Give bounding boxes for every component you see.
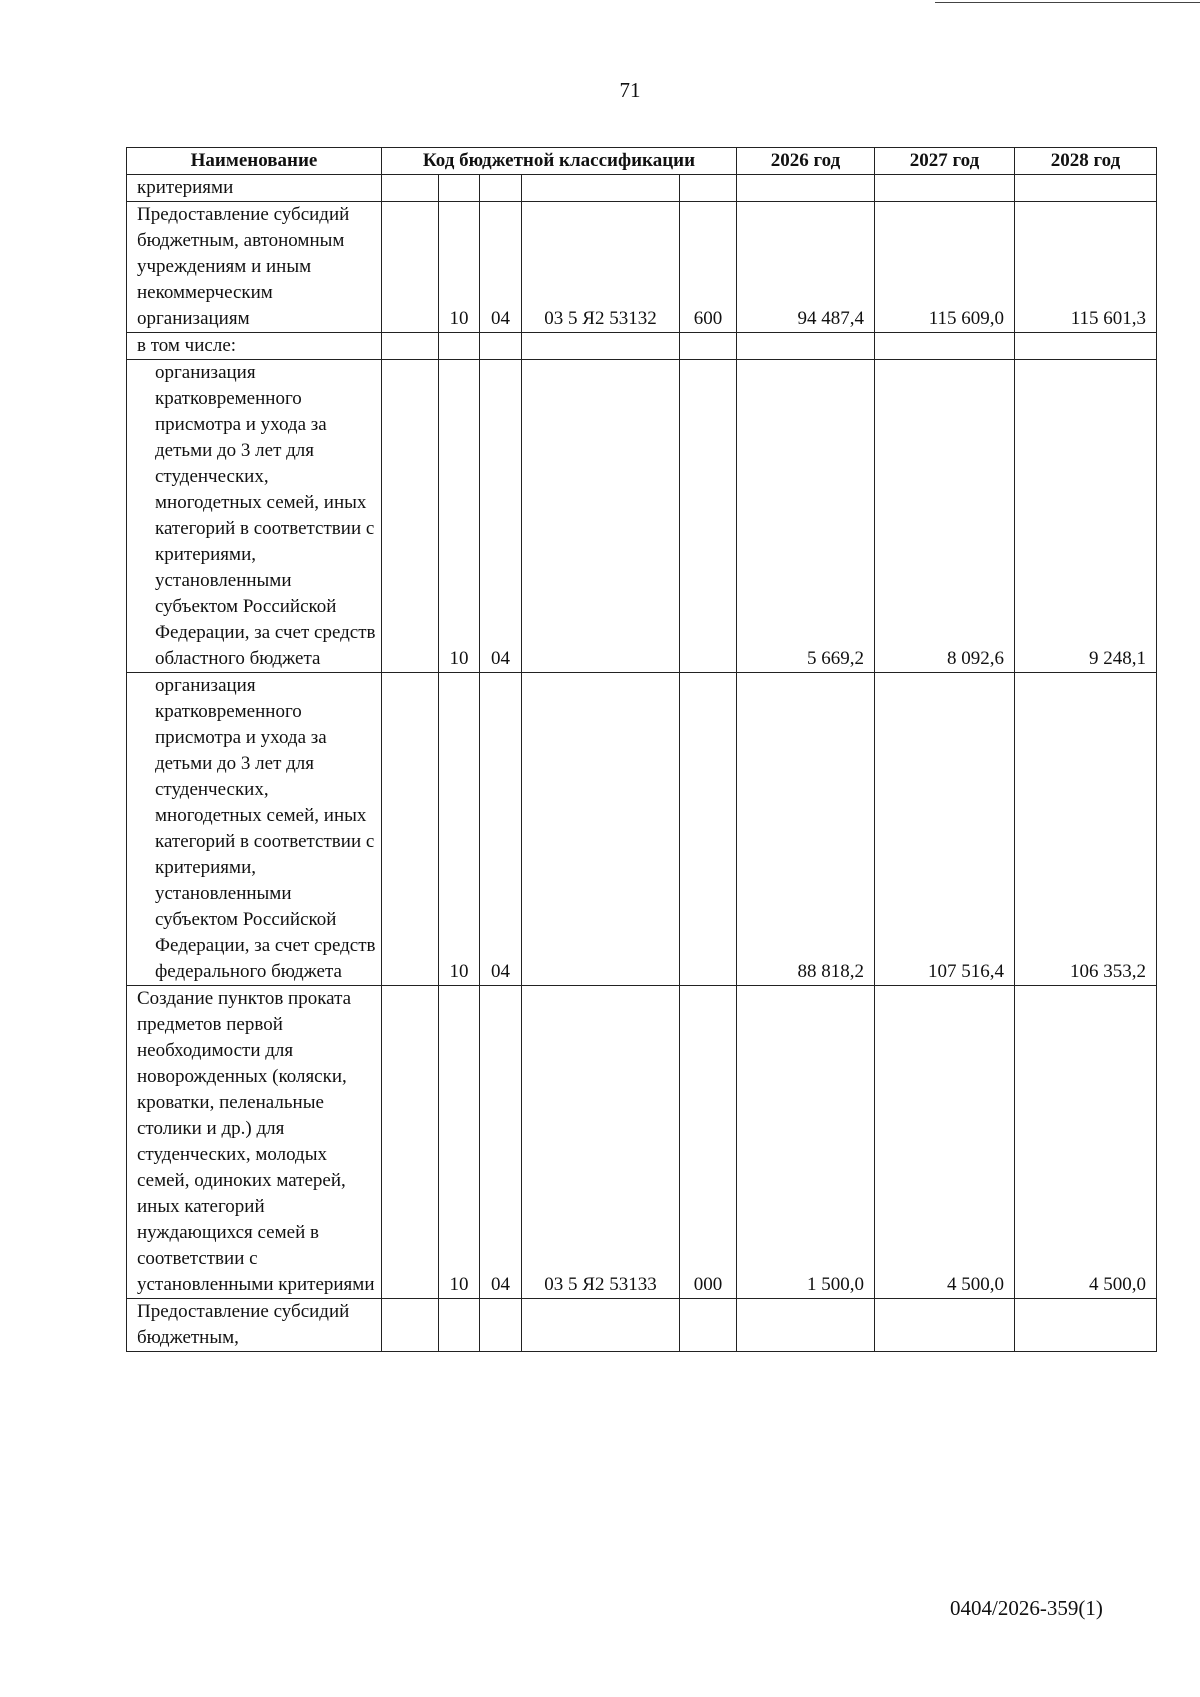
row-subsection — [480, 333, 522, 360]
page-number: 71 — [619, 78, 641, 102]
row-section: 10 — [439, 986, 480, 1299]
row-name: Предоставление субсидий бюджетным, — [127, 1299, 382, 1352]
row-section: 10 — [439, 360, 480, 673]
top-rule — [935, 2, 1200, 3]
row-value-2026: 1 500,0 — [737, 986, 875, 1299]
row-blank-code — [382, 986, 439, 1299]
row-name: Создание пунктов проката предметов первой необходимости для новорожденных (коляски, кроватки, пеленальные столики и др.) для студенческих, молодых семей, одиноких матерей, иных категорий нуждающихся семей в соответствии с установленными критериями — [127, 986, 382, 1299]
row-section — [439, 175, 480, 202]
row-section: 10 — [439, 202, 480, 333]
row-blank-code — [382, 202, 439, 333]
row-value-2027 — [875, 333, 1015, 360]
row-value-2028 — [1015, 1299, 1157, 1352]
row-value-2027: 4 500,0 — [875, 986, 1015, 1299]
row-subsection: 04 — [480, 202, 522, 333]
row-expense-type: 000 — [680, 986, 737, 1299]
table-row — [127, 202, 1157, 333]
table-row — [127, 986, 1157, 1299]
row-name: критериями — [127, 175, 382, 202]
header-2026: 2026 год — [737, 148, 875, 175]
row-target-article — [522, 1299, 680, 1352]
row-subsection: 04 — [480, 986, 522, 1299]
row-section: 10 — [439, 673, 480, 986]
row-value-2027: 115 609,0 — [875, 202, 1015, 333]
row-value-2028 — [1015, 175, 1157, 202]
row-value-2026: 94 487,4 — [737, 202, 875, 333]
row-target-article — [522, 360, 680, 673]
row-value-2028: 9 248,1 — [1015, 360, 1157, 673]
row-expense-type — [680, 360, 737, 673]
row-name: организация кратковременного присмотра и ухода за детьми до 3 лет для студенческих, многодетных семей, иных категорий в соответствии с критериями, установленными субъектом Российской Федерации, за счет средств областного бюджета — [127, 360, 382, 673]
row-section — [439, 333, 480, 360]
row-subsection: 04 — [480, 360, 522, 673]
row-target-article: 03 5 Я2 53133 — [522, 986, 680, 1299]
row-subsection — [480, 1299, 522, 1352]
row-blank-code — [382, 333, 439, 360]
row-value-2027: 107 516,4 — [875, 673, 1015, 986]
row-value-2026 — [737, 333, 875, 360]
table-header-row — [127, 148, 1157, 175]
row-expense-type — [680, 175, 737, 202]
row-target-article — [522, 333, 680, 360]
header-2028: 2028 год — [1015, 148, 1157, 175]
row-blank-code — [382, 673, 439, 986]
row-name: организация кратковременного присмотра и ухода за детьми до 3 лет для студенческих, многодетных семей, иных категорий в соответствии с критериями, установленными субъектом Российской Федерации, за счет средств федерального бюджета — [127, 673, 382, 986]
row-value-2026 — [737, 1299, 875, 1352]
header-2027: 2027 год — [875, 148, 1015, 175]
row-name: в том числе: — [127, 333, 382, 360]
table-row — [127, 333, 1157, 360]
row-blank-code — [382, 175, 439, 202]
table-body — [127, 175, 1157, 1352]
document-code: 0404/2026-359(1) — [950, 1596, 1103, 1620]
row-value-2028: 106 353,2 — [1015, 673, 1157, 986]
row-value-2028: 4 500,0 — [1015, 986, 1157, 1299]
row-target-article — [522, 673, 680, 986]
row-value-2027: 8 092,6 — [875, 360, 1015, 673]
row-target-article — [522, 175, 680, 202]
row-expense-type — [680, 333, 737, 360]
table-row — [127, 175, 1157, 202]
row-section — [439, 1299, 480, 1352]
row-value-2026: 88 818,2 — [737, 673, 875, 986]
row-expense-type: 600 — [680, 202, 737, 333]
row-value-2028: 115 601,3 — [1015, 202, 1157, 333]
row-value-2027 — [875, 175, 1015, 202]
table-row — [127, 673, 1157, 986]
row-subsection: 04 — [480, 673, 522, 986]
header-name: Наименование — [127, 148, 382, 175]
row-value-2026 — [737, 175, 875, 202]
row-subsection — [480, 175, 522, 202]
header-code: Код бюджетной классификации — [382, 148, 737, 175]
row-expense-type — [680, 673, 737, 986]
table-row — [127, 1299, 1157, 1352]
budget-table — [126, 147, 1157, 1352]
row-expense-type — [680, 1299, 737, 1352]
row-value-2028 — [1015, 333, 1157, 360]
row-target-article: 03 5 Я2 53132 — [522, 202, 680, 333]
table-row — [127, 360, 1157, 673]
row-value-2027 — [875, 1299, 1015, 1352]
row-value-2026: 5 669,2 — [737, 360, 875, 673]
row-name: Предоставление субсидий бюджетным, автономным учреждениям и иным некоммерческим организациям — [127, 202, 382, 333]
row-blank-code — [382, 360, 439, 673]
row-blank-code — [382, 1299, 439, 1352]
